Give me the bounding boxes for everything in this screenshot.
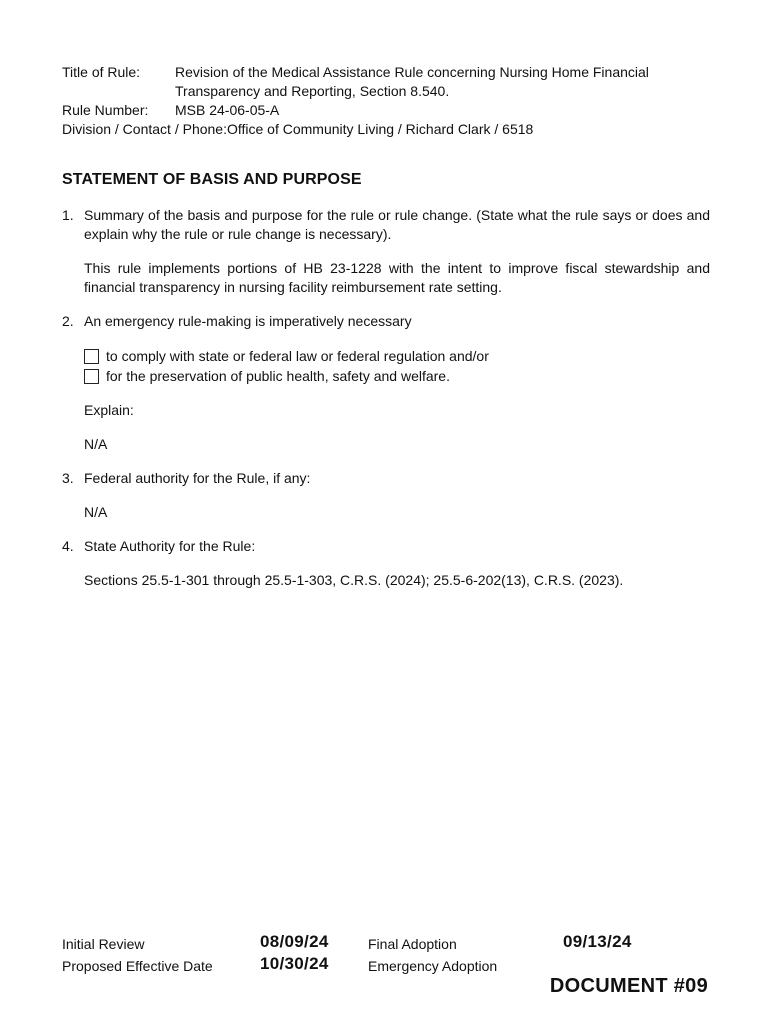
item-4 [62, 537, 710, 590]
initial-review-label: Initial Review [62, 936, 145, 952]
division-contact-value: Office of Community Living / Richard Clark / 6518 [226, 121, 534, 137]
item-3 [62, 469, 710, 522]
checkbox-comply[interactable] [84, 349, 99, 364]
item-answer: N/A [84, 436, 108, 452]
document-number: DOCUMENT #09 [549, 975, 708, 997]
statement-items [62, 206, 710, 605]
division-contact-row [62, 120, 722, 139]
final-adoption-date: 09/13/24 [563, 932, 632, 951]
item-body [84, 312, 710, 454]
item-2 [62, 312, 710, 454]
checkbox-row-preservation[interactable] [84, 366, 710, 386]
checkbox-group [84, 346, 710, 386]
checkbox-preservation[interactable] [84, 369, 99, 384]
item-body [84, 206, 710, 297]
rule-number-label: Rule Number: [62, 102, 149, 118]
checkbox-comply-label: to comply with state or federal law or federal regulation and/or [106, 347, 489, 364]
title-of-rule-row [62, 63, 722, 101]
item-number: 2. [62, 313, 74, 329]
title-of-rule-label: Title of Rule: [62, 64, 141, 80]
rule-number-row [62, 101, 722, 120]
item-body [84, 469, 710, 522]
item-number: 3. [62, 470, 74, 486]
dates-footer [62, 932, 722, 976]
item-body [84, 537, 710, 590]
title-of-rule-line1: Revision of the Medical Assistance Rule concerning Nursing Home Financial [175, 64, 649, 80]
item-number: 4. [62, 538, 74, 554]
checkbox-row-comply[interactable] [84, 346, 710, 366]
final-adoption-label: Final Adoption [368, 936, 457, 952]
rule-number-value: MSB 24-06-05-A [175, 102, 280, 118]
section-title: STATEMENT OF BASIS AND PURPOSE [62, 171, 362, 188]
item-prompt: An emergency rule-making is imperatively necessary [84, 313, 412, 329]
footer-row-2 [62, 954, 722, 976]
item-answer: Sections 25.5-1-301 through 25.5-1-303, C.R.S. (2024); 25.5-6-202(13), C.R.S. (2023). [84, 572, 624, 588]
title-of-rule-line2: Transparency and Reporting, Section 8.540. [175, 83, 450, 99]
item-1 [62, 206, 710, 297]
explain-label: Explain: [84, 402, 134, 418]
item-answer: This rule implements portions of HB 23-1228 with the intent to improve fiscal stewardship and financial transparency in nursing facility reimbursement rate setting. [84, 260, 710, 295]
initial-review-date: 08/09/24 [260, 932, 329, 951]
item-prompt: State Authority for the Rule: [84, 538, 256, 554]
division-contact-label: Division / Contact / Phone: [62, 121, 227, 137]
proposed-effective-date: 10/30/24 [260, 954, 329, 973]
proposed-effective-date-label: Proposed Effective Date [62, 958, 213, 974]
item-answer: N/A [84, 504, 108, 520]
item-number: 1. [62, 207, 74, 223]
item-prompt: Summary of the basis and purpose for the rule or rule change. (State what the rule says or does and explain why the rule or rule change is necessary). [84, 207, 710, 242]
title-of-rule-value [175, 63, 722, 101]
rule-header [62, 63, 722, 139]
footer-row-1 [62, 932, 722, 954]
item-prompt: Federal authority for the Rule, if any: [84, 470, 311, 486]
emergency-adoption-label: Emergency Adoption [368, 958, 498, 974]
checkbox-preservation-label: for the preservation of public health, safety and welfare. [106, 367, 450, 384]
